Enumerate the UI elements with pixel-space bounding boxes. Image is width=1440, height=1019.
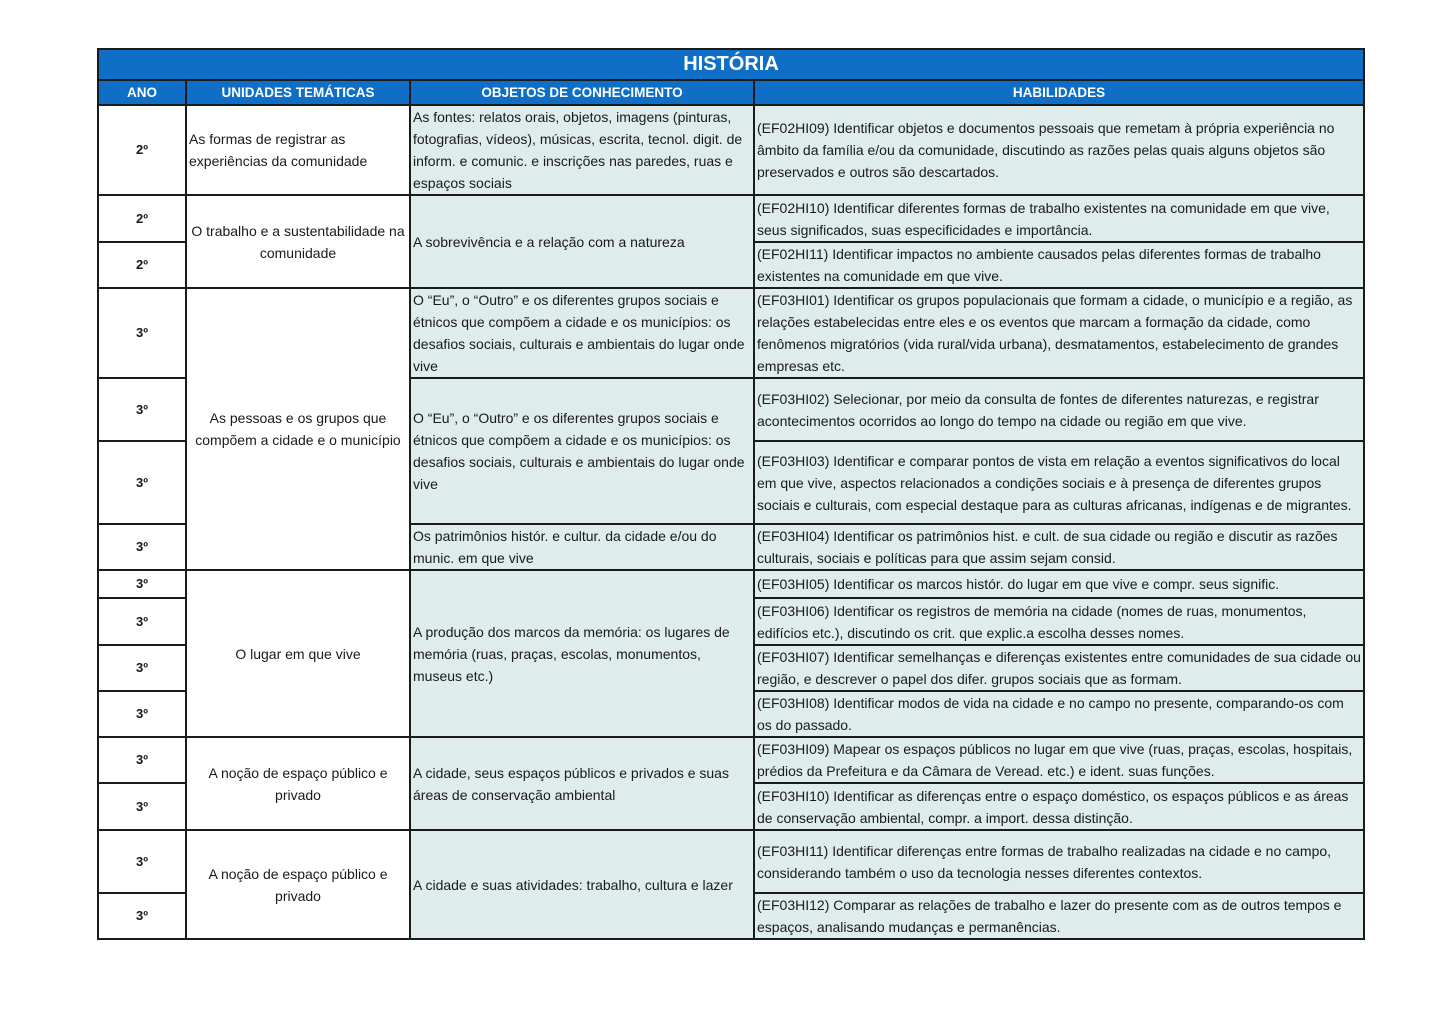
unidade-cell: O trabalho e a sustentabilidade na comunidade (186, 195, 410, 288)
historia-table (97, 48, 1365, 940)
habilidade-cell: (EF03HI06) Identificar os registros de memória na cidade (nomes de ruas, monumentos, edifícios etc.), discutindo os crit. que explic.a escolha desses nomes. (754, 598, 1364, 645)
habilidade-cell: (EF03HI07) Identificar semelhanças e diferenças existentes entre comunidades de sua cidade ou região, e descrever o papel dos difer. grupos sociais que as formam. (754, 645, 1364, 691)
unidade-cell: A noção de espaço público e privado (186, 737, 410, 830)
ano-cell: 3º (98, 783, 186, 830)
table-row (98, 737, 1364, 783)
habilidade-cell: (EF03HI05) Identificar os marcos histór. do lugar em que vive e compr. seus signific. (754, 570, 1364, 598)
ano-cell: 3º (98, 737, 186, 783)
habilidade-cell: (EF03HI01) Identificar os grupos populacionais que formam a cidade, o município e a região, as relações estabelecidas entre eles e os eventos que marcam a formação da cidade, como fenômenos migratórios (vida rural/vida urbana), desmatamentos, estabelecimento de grandes empresas etc. (754, 288, 1364, 378)
objeto-cell: A produção dos marcos da memória: os lugares de memória (ruas, praças, escolas, monumentos, museus etc.) (410, 570, 754, 737)
unidade-cell: As formas de registrar as experiências da comunidade (186, 105, 410, 195)
ano-cell: 3º (98, 524, 186, 570)
ano-cell: 2º (98, 242, 186, 288)
ano-cell: 3º (98, 830, 186, 893)
ano-cell: 3º (98, 691, 186, 737)
ano-cell: 3º (98, 893, 186, 939)
unidade-cell: O lugar em que vive (186, 570, 410, 737)
habilidade-cell: (EF03HI10) Identificar as diferenças entre o espaço doméstico, os espaços públicos e as áreas de conservação ambiental, compr. a import. dessa distinção. (754, 783, 1364, 830)
ano-cell: 3º (98, 598, 186, 645)
table-title: HISTÓRIA (98, 49, 1364, 80)
header-ano: ANO (98, 80, 186, 105)
habilidade-cell: (EF03HI02) Selecionar, por meio da consulta de fontes de diferentes naturezas, e registrar acontecimentos ocorridos ao longo do tempo na cidade ou região em que vive. (754, 378, 1364, 441)
habilidade-cell: (EF03HI12) Comparar as relações de trabalho e lazer do presente com as de outros tempos e espaços, analisando mudanças e permanências. (754, 893, 1364, 939)
table-row (98, 288, 1364, 378)
objeto-cell: Os patrimônios histór. e cultur. da cidade e/ou do munic. em que vive (410, 524, 754, 570)
ano-cell: 3º (98, 441, 186, 524)
ano-cell: 3º (98, 378, 186, 441)
header-objetos-de-conhecimento: OBJETOS DE CONHECIMENTO (410, 80, 754, 105)
table-row (98, 830, 1364, 893)
table-row (98, 195, 1364, 242)
habilidade-cell: (EF03HI08) Identificar modos de vida na cidade e no campo no presente, comparando-os com os do passado. (754, 691, 1364, 737)
ano-cell: 2º (98, 105, 186, 195)
header-habilidades: HABILIDADES (754, 80, 1364, 105)
objeto-cell: A cidade e suas atividades: trabalho, cultura e lazer (410, 830, 754, 939)
habilidade-cell: (EF02HI10) Identificar diferentes formas de trabalho existentes na comunidade em que vive, seus significados, suas especificidades e importância. (754, 195, 1364, 242)
objeto-cell: O “Eu”, o “Outro” e os diferentes grupos sociais e étnicos que compõem a cidade e os municípios: os desafios sociais, culturais e ambientais do lugar onde vive (410, 288, 754, 378)
objeto-cell: A sobrevivência e a relação com a natureza (410, 195, 754, 288)
header-unidades-tematicas: UNIDADES TEMÁTICAS (186, 80, 410, 105)
habilidade-cell: (EF02HI11) Identificar impactos no ambiente causados pelas diferentes formas de trabalho existentes na comunidade em que vive. (754, 242, 1364, 288)
habilidade-cell: (EF02HI09) Identificar objetos e documentos pessoais que remetam à própria experiência no âmbito da família e/ou da comunidade, discutindo as razões pelas quais alguns objetos são preservados e outros são descartados. (754, 105, 1364, 195)
habilidade-cell: (EF03HI11) Identificar diferenças entre formas de trabalho realizadas na cidade e no campo, considerando também o uso da tecnologia nesses diferentes contextos. (754, 830, 1364, 893)
habilidade-cell: (EF03HI09) Mapear os espaços públicos no lugar em que vive (ruas, praças, escolas, hospitais, prédios da Prefeitura e da Câmara de Veread. etc.) e ident. suas funções. (754, 737, 1364, 783)
ano-cell: 3º (98, 645, 186, 691)
table-row (98, 570, 1364, 598)
objeto-cell: O “Eu”, o “Outro” e os diferentes grupos sociais e étnicos que compõem a cidade e os municípios: os desafios sociais, culturais e ambientais do lugar onde vive (410, 378, 754, 524)
ano-cell: 3º (98, 288, 186, 378)
table-row (98, 105, 1364, 195)
habilidade-cell: (EF03HI04) Identificar os patrimônios hist. e cult. de sua cidade ou região e discutir as razões culturais, sociais e políticas para que assim sejam consid. (754, 524, 1364, 570)
unidade-cell: As pessoas e os grupos que compõem a cidade e o município (186, 288, 410, 570)
unidade-cell: A noção de espaço público e privado (186, 830, 410, 939)
objeto-cell: As fontes: relatos orais, objetos, imagens (pinturas, fotografias, vídeos), músicas, escrita, tecnol. digit. de inform. e comunic. e inscrições nas paredes, ruas e espaços sociais (410, 105, 754, 195)
habilidade-cell: (EF03HI03) Identificar e comparar pontos de vista em relação a eventos significativos do local em que vive, aspectos relacionados a condições sociais e à presença de diferentes grupos sociais e culturais, com especial destaque para as culturas africanas, indígenas e de migrantes. (754, 441, 1364, 524)
ano-cell: 2º (98, 195, 186, 242)
objeto-cell: A cidade, seus espaços públicos e privados e suas áreas de conservação ambiental (410, 737, 754, 830)
ano-cell: 3º (98, 570, 186, 598)
